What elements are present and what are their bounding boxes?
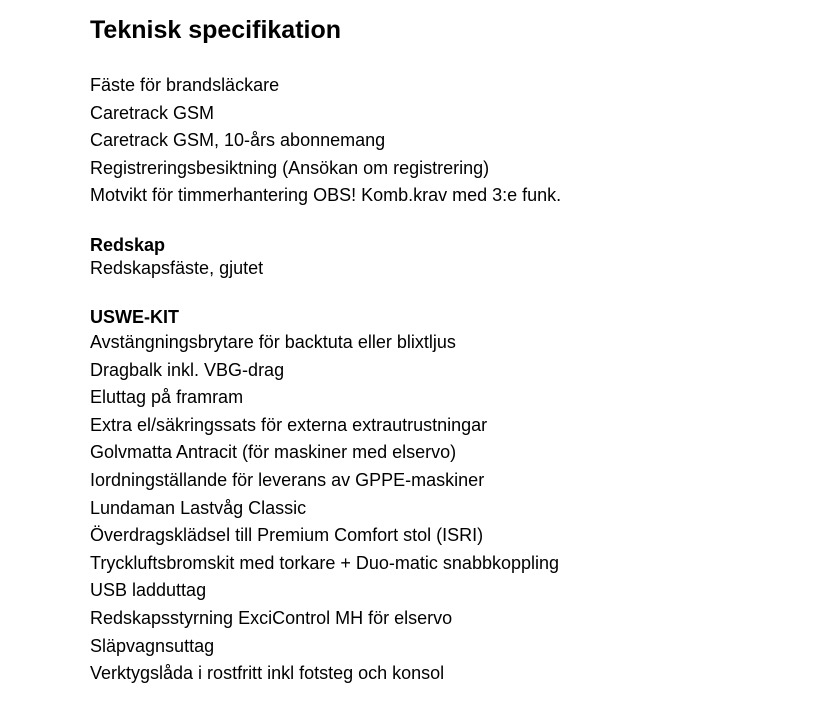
list-item: Fäste för brandsläckare — [90, 75, 280, 95]
list-item: Redskapsfäste, gjutet — [90, 258, 264, 278]
uswe-kit-section — [90, 306, 559, 688]
list-item: Avstängningsbrytare för backtuta eller blixtljus — [90, 332, 456, 352]
list-item: Golvmatta Antracit (för maskiner med elservo) — [90, 442, 457, 463]
list-item: Extra el/säkringssats för externa extrautrustningar — [90, 414, 488, 435]
list-item: Motvikt för timmerhantering OBS! Komb.krav med 3:e funk. — [90, 185, 562, 206]
section-heading-uswe-kit: USWE-KIT — [90, 307, 179, 327]
list-item: Släpvagnsuttag — [90, 635, 215, 656]
list-item: Caretrack GSM, 10-års abonnemang — [90, 130, 386, 151]
list-item: Registreringsbesiktning (Ansökan om registrering) — [90, 157, 490, 178]
general-items-list — [90, 72, 561, 210]
list-item: Caretrack GSM — [90, 102, 215, 123]
list-item: Lundaman Lastvåg Classic — [90, 497, 307, 518]
list-item: USB ladduttag — [90, 580, 207, 601]
list-item: Överdragsklädsel till Premium Comfort stol (ISRI) — [90, 525, 484, 546]
page-title: Teknisk specifikation — [90, 16, 342, 44]
list-item: Tryckluftsbromskit med torkare + Duo-matic snabbkoppling — [90, 552, 560, 573]
list-item: Iordningställande för leverans av GPPE-maskiner — [90, 469, 485, 490]
list-item: Dragbalk inkl. VBG-drag — [90, 359, 285, 380]
list-item: Verktygslåda i rostfritt inkl fotsteg och konsol — [90, 663, 445, 684]
redskap-section — [90, 234, 263, 280]
list-item: Redskapsstyrning ExciControl MH för elservo — [90, 607, 453, 628]
section-heading-redskap: Redskap — [90, 235, 166, 255]
list-item: Eluttag på framram — [90, 387, 244, 408]
